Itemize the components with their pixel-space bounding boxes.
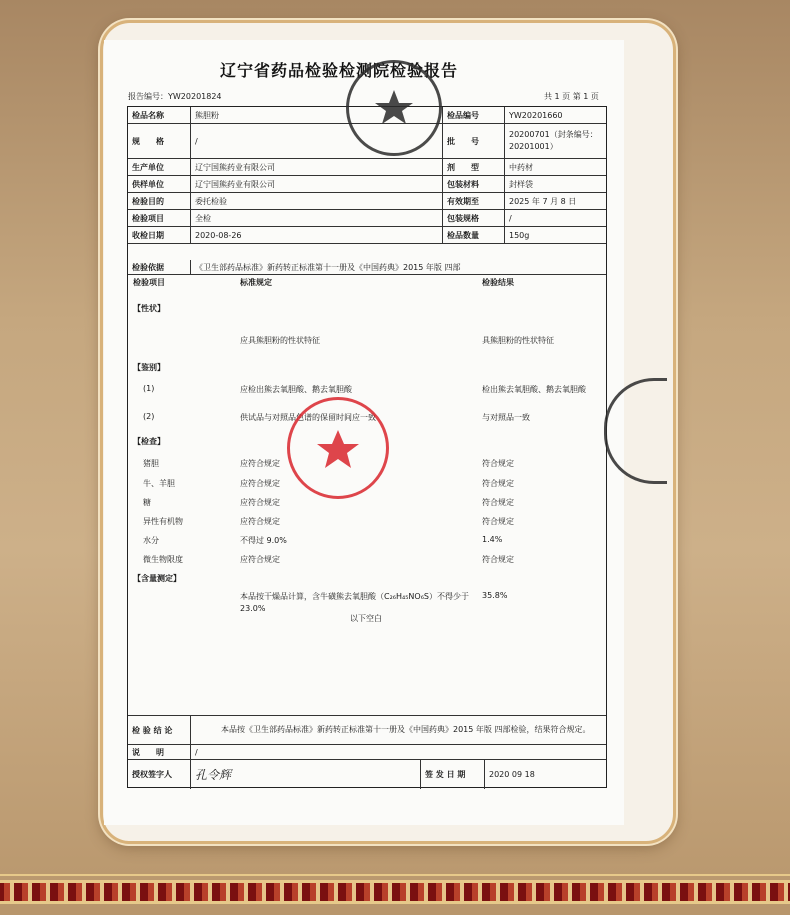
info-value: 委托检验: [190, 193, 442, 209]
test-res: 与对照品一致: [482, 413, 530, 422]
test-std: 应符合规定: [240, 555, 280, 564]
test-item: 水分: [143, 536, 159, 545]
info-label: 生产单位: [132, 162, 164, 172]
info-value: 辽宁国熊药业有限公司: [190, 176, 442, 192]
test-res: 符合规定: [482, 498, 514, 507]
conclusion-label: 检 验 结 论: [132, 725, 173, 735]
report-title: 辽宁省药品检验检测院检验报告: [219, 61, 458, 80]
info-value: 全检: [190, 210, 442, 226]
test-item: 异性有机物: [143, 517, 183, 526]
test-item: 糖: [143, 498, 151, 507]
report-paper: [104, 40, 624, 825]
test-item: 猪胆: [143, 459, 159, 468]
test-std: 不得过 9.0%: [240, 536, 287, 545]
info-value: 2025 年 7 月 8 日: [504, 193, 608, 209]
info-label: 检品数量: [442, 227, 504, 243]
remark-label: 说 明: [132, 747, 164, 757]
page-info: 共 1 页 第 1 页: [544, 92, 599, 101]
company-seal: [287, 397, 389, 499]
info-label: 批 号: [442, 124, 504, 158]
info-value: 辽宁国熊药业有限公司: [190, 159, 442, 175]
test-res: 符合规定: [482, 517, 514, 526]
blank-note: 以下空白: [350, 614, 382, 623]
info-row: [128, 159, 606, 176]
section-heading: 【性状】: [133, 304, 165, 313]
test-res: 检出熊去氧胆酸、鹅去氧胆酸: [482, 385, 586, 394]
basis-label: 检验依据: [132, 262, 164, 272]
info-label: 收检日期: [132, 230, 164, 240]
conclusion-text: 本品按《卫生部药品标准》新药转正标准第十一册及《中国药典》2015 年版 四部检验，结果符合规定。: [190, 716, 608, 744]
test-std: 应符合规定: [240, 517, 280, 526]
decorative-border: [0, 880, 790, 904]
test-item: (2): [143, 412, 155, 421]
info-value: 2020-08-26: [190, 227, 442, 243]
signature: 孔令辉: [190, 760, 420, 789]
col-result-header: 检验结果: [482, 278, 514, 287]
sign-date-label: 签 发 日 期: [420, 760, 484, 789]
test-item: 微生物限度: [143, 555, 183, 564]
info-value: /: [504, 210, 608, 226]
info-row: [128, 227, 606, 244]
info-label: 检品名称: [132, 110, 164, 120]
test-std: 应符合规定: [240, 459, 280, 468]
info-value: 20200701（封条编号：20201001）: [504, 124, 608, 158]
seal-star-icon: [349, 63, 439, 153]
test-res: 具熊胆粉的性状特征: [482, 336, 554, 345]
test-res: 符合规定: [482, 479, 514, 488]
sign-date: 2020 09 18: [484, 760, 608, 789]
basis-value: 《卫生部药品标准》新药转正标准第十一册及《中国药典》2015 年版 四部: [190, 260, 608, 274]
test-std: 供试品与对照品色谱的保留时间应一致: [240, 413, 376, 422]
col-item-header: 检验项目: [133, 278, 165, 287]
section-heading: 【检查】: [133, 437, 165, 446]
info-label: 规 格: [132, 136, 164, 146]
test-std: 应具熊胆粉的性状特征: [240, 336, 320, 345]
info-row: [128, 176, 606, 193]
test-item: 牛、羊胆: [143, 479, 175, 488]
col-standard-header: 标准规定: [240, 278, 272, 287]
info-label: 剂 型: [442, 159, 504, 175]
signer-label: 授权签字人: [132, 770, 172, 779]
remark-value: /: [190, 745, 608, 759]
info-value: 熊胆粉: [190, 107, 442, 123]
info-value: YW20201660: [504, 107, 608, 123]
test-res: 符合规定: [482, 459, 514, 468]
info-value: 150g: [504, 227, 608, 243]
info-label: 包装规格: [442, 210, 504, 226]
inspection-institute-seal: [346, 60, 442, 156]
info-label: 检验项目: [132, 213, 164, 223]
info-label: 检验目的: [132, 196, 164, 206]
info-value: 封样袋: [504, 176, 608, 192]
info-row: [128, 210, 606, 227]
info-label: 包装材料: [442, 176, 504, 192]
test-std: 应符合规定: [240, 498, 280, 507]
test-item: (1): [143, 384, 155, 393]
section-heading: 【鉴别】: [133, 363, 165, 372]
test-res: 符合规定: [482, 555, 514, 564]
test-res: 1.4%: [482, 535, 503, 544]
section-heading: 【含量测定】: [133, 574, 181, 583]
info-label: 供样单位: [132, 179, 164, 189]
info-label: 检品编号: [442, 107, 504, 123]
red-star-icon: [290, 400, 386, 496]
test-std: 本品按干燥品计算，含牛磺熊去氧胆酸（C₂₆H₄₅NO₆S）不得少于 23.0%: [240, 592, 469, 613]
info-value: 中药材: [504, 159, 608, 175]
test-std: 应检出熊去氧胆酸、鹅去氧胆酸: [240, 385, 352, 394]
decor-line: [0, 874, 790, 876]
info-row: [128, 193, 606, 210]
test-res: 35.8%: [482, 591, 508, 600]
info-value: /: [190, 124, 442, 158]
test-std: 应符合规定: [240, 479, 280, 488]
report-number: 报告编号：YW20201824: [128, 92, 222, 101]
info-label: 有效期至: [442, 193, 504, 209]
